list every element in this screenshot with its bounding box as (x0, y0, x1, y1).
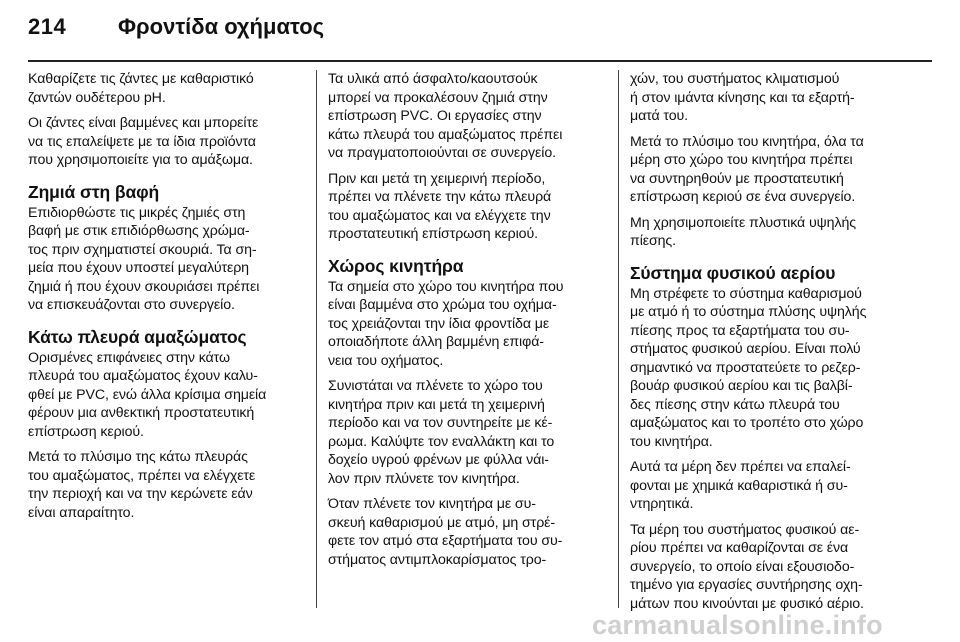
text-line: Τα σημεία στο χώρο του κινητήρα που (328, 278, 564, 295)
text-line: Μη στρέφετε το σύστημα καθαρισμού (630, 285, 862, 302)
paragraph (328, 170, 604, 244)
text-line: ζαντών ουδέτερου pH. (28, 89, 166, 106)
text-line: χών, του συστήματος κλιματισμού (630, 71, 840, 87)
text-line: κινητήρα πριν και μετά τη χειμερινή (328, 396, 545, 413)
paragraph (630, 458, 908, 514)
paragraph (328, 377, 604, 488)
text-line: φονται με χημικά καθαριστικά ή συ- (630, 477, 848, 494)
text-line: ή στον ιμάντα κίνησης και τα εξαρτή- (630, 89, 855, 106)
section-heading: Κάτω πλευρά αμαξώματος (28, 326, 247, 347)
text-line: που χρησιμοποιείτε για το αμάξωμα. (28, 152, 253, 168)
text-line: σκευή καθαρισμού με ατμό, μη στρέ- (328, 514, 556, 531)
text-line: επίστρωση κεριού σε ένα συνεργείο. (630, 189, 856, 205)
paragraph (328, 70, 604, 163)
text-line: ρίου πρέπει να καθαρίζονται σε ένα (630, 540, 849, 556)
paragraph (28, 448, 298, 522)
text-line: μάτων που κινούνται με φυσικό αέριο. (630, 595, 864, 612)
text-line: του αμαξώματος και να ελέγχετε την (328, 207, 551, 224)
text-line: προστατευτική επίστρωση κεριού. (328, 226, 538, 242)
text-column-2 (328, 70, 604, 576)
section-heading: Ζημιά στη βαφή (28, 181, 160, 202)
text-line: κάτω πλευρά του αμαξώματος πρέπει (328, 126, 563, 143)
text-line: Όταν πλένετε τον κινητήρα με συ- (328, 496, 536, 512)
text-line: Ορισμένες επιφάνειες στην κάτω (28, 349, 230, 366)
text-line: πίεσης. (630, 233, 676, 249)
text-line: Μη χρησιμοποιείτε πλυστικά υψηλής (630, 214, 856, 231)
watermark-text: carmanualsonline.info (592, 610, 883, 640)
text-line: Τα υλικά από άσφαλτο/καουτσούκ (328, 71, 538, 87)
text-line: περίοδο και να τον συντηρείτε με κέ- (328, 415, 553, 431)
page-number: 214 (28, 14, 67, 39)
text-line: μπορεί να προκαλέσουν ζημιά στην (328, 89, 548, 106)
text-line: τημένο για εργασίες συντήρησης οχη- (630, 577, 863, 593)
text-line: με ατμό ή το σύστημα πλύσης υψηλής (630, 304, 867, 320)
paragraph (328, 495, 604, 569)
text-line: Μετά το πλύσιμο της κάτω πλευράς (28, 449, 248, 465)
paragraph (630, 521, 908, 614)
text-line: φέρουν μια ανθεκτική προστατευτική (28, 405, 255, 421)
page-header (0, 0, 960, 62)
text-line: ρωμα. Καλύψτε τον εναλλάκτη και το (328, 433, 555, 450)
text-line: Επιδιορθώστε τις μικρές ζημιές στη (28, 204, 246, 221)
text-line: στήματος αντιμπλοκαρίσματος τρο- (328, 551, 547, 568)
paragraph (28, 70, 298, 107)
text-line: Μετά το πλύσιμο του κινητήρα, όλα τα (630, 133, 864, 150)
text-line: να επισκευάζονται στο συνεργείο. (28, 297, 235, 313)
text-line: πλευρά του αμαξώματος έχουν καλυ- (28, 368, 258, 384)
paragraph (630, 285, 908, 452)
text-line: να συντηρηθούν με προστατευτική (630, 170, 844, 187)
text-line: μεία που έχουν υποστεί μεγαλύτερη (28, 260, 249, 276)
chapter-title: Φροντίδα οχήματος (118, 14, 325, 39)
text-line: Οι ζάντες είναι βαμμένες και μπορείτε (28, 115, 259, 131)
text-line: πίεσης προς τα εξαρτήματα του συ- (630, 322, 850, 339)
text-line: φετε τον ατμό στα εξαρτήματα του συ- (328, 533, 563, 549)
text-line: δες πίεσης στην κάτω πλευρά του (630, 396, 840, 413)
text-line: επίστρωση κεριού. (28, 423, 144, 440)
section-heading: Σύστημα φυσικού αερίου (630, 262, 836, 283)
text-line: λον πριν πλύνετε τον κινητήρα. (328, 470, 520, 487)
text-line: δοχείο υγρού φρένων με φύλλα νάι- (328, 452, 549, 468)
text-line: είναι απαραίτητο. (28, 504, 135, 521)
paragraph (328, 278, 604, 371)
text-column-1 (28, 70, 298, 529)
paragraph (28, 204, 298, 315)
text-line: σημαντικό να προστατεύετε το ρεζερ- (630, 359, 861, 376)
column-divider (316, 70, 317, 608)
paragraph (630, 70, 908, 126)
text-line: επίστρωση PVC. Οι εργασίες στην (328, 108, 542, 124)
header-rule (28, 60, 932, 62)
text-line: νεια του οχήματος. (328, 352, 444, 369)
text-line: πρέπει να πλένετε την κάτω πλευρά (328, 189, 552, 205)
text-line: Αυτά τα μέρη δεν πρέπει να επαλεί- (630, 459, 851, 475)
text-line: φθεί με PVC, ενώ άλλα κρίσιμα σημεία (28, 386, 267, 403)
text-column-3 (630, 70, 908, 620)
text-line: ματά του. (630, 108, 689, 124)
text-line: βαφή με στικ επιδιόρθωσης χρώμα- (28, 223, 250, 239)
text-line: να πραγματοποιούνται σε συνεργείο. (328, 145, 556, 161)
text-line: τος πριν σχηματιστεί σκουριά. Τα ση- (28, 241, 257, 258)
text-line: του αμαξώματος, πρέπει να ελέγχετε (28, 467, 256, 484)
paragraph (630, 133, 908, 207)
text-line: Τα μέρη του συστήματος φυσικού αε- (630, 521, 860, 538)
text-line: στήματος φυσικού αερίου. Είναι πολύ (630, 341, 861, 357)
paragraph (28, 349, 298, 442)
text-line: Συνιστάται να πλένετε το χώρο του (328, 378, 543, 394)
section-heading: Χώρος κινητήρα (328, 255, 464, 276)
text-line: οποιαδήποτε άλλη βαμμένη επιφά- (328, 334, 544, 350)
text-line: συνεργείο, το οποίο είναι εξουσιοδο- (630, 558, 855, 575)
text-line: μέρη στο χώρο του κινητήρα πρέπει (630, 152, 853, 168)
paragraph (28, 114, 298, 170)
text-line: ζημιά ή που έχουν σκουριάσει πρέπει (28, 278, 260, 295)
column-divider (618, 70, 619, 608)
text-line: να τις επαλείψετε με τα ίδια προϊόντα (28, 133, 256, 150)
text-line: βουάρ φυσικού αερίου και τις βαλβί- (630, 378, 853, 394)
text-line: του κινητήρα. (630, 433, 713, 450)
text-line: την περιοχή και να την κερώνετε εάν (28, 486, 253, 502)
text-line: Πριν και μετά τη χειμερινή περίοδο, (328, 170, 546, 187)
paragraph (630, 214, 908, 251)
text-line: Καθαρίζετε τις ζάντες με καθαριστικό (28, 71, 254, 87)
text-line: τος χρειάζονται την ίδια φροντίδα με (328, 315, 550, 332)
text-line: αμαξώματος και το τροπέτο στο χώρο (630, 415, 864, 431)
text-line: ντηρητικά. (630, 496, 694, 512)
text-line: είναι βαμμένα στο χρώμα του οχήμα- (328, 297, 557, 313)
